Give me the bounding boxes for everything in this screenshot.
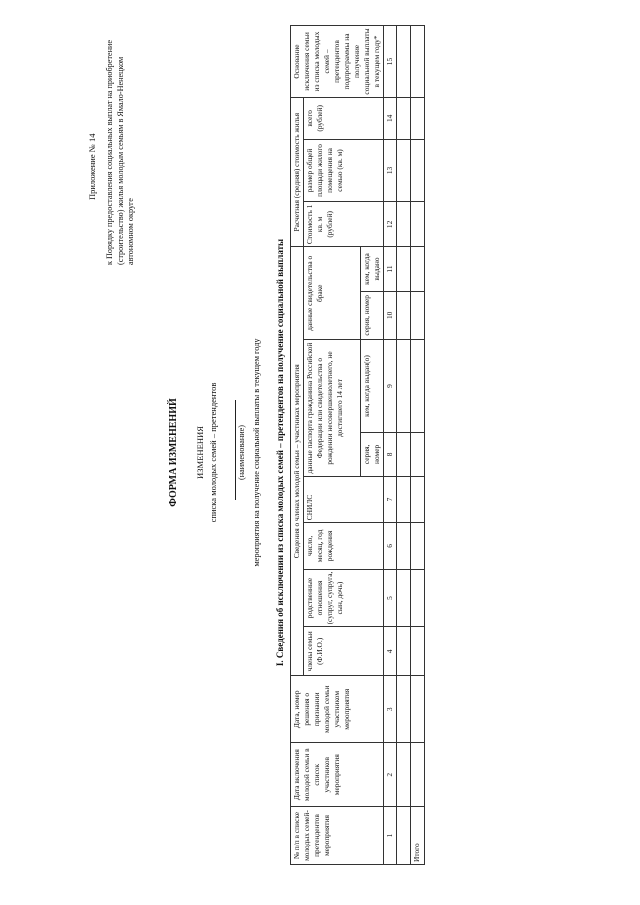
header-col-11: кем, когда выдано — [361, 247, 384, 291]
empty-cell — [411, 476, 425, 522]
empty-cell — [411, 432, 425, 476]
empty-cell — [397, 26, 411, 98]
col-number: 14 — [384, 97, 397, 139]
header-col-5: родственные отношения (супруг, супруга, сын, дочь) — [304, 569, 384, 627]
name-blank-line — [235, 400, 236, 500]
empty-cell — [397, 569, 411, 627]
column-numbers-row — [384, 26, 397, 865]
col-number: 2 — [384, 743, 397, 807]
empty-cell — [411, 97, 425, 139]
col-number: 1 — [384, 807, 397, 865]
col-number: 13 — [384, 139, 397, 202]
empty-cell — [411, 340, 425, 433]
empty-cell — [397, 291, 411, 340]
empty-cell — [397, 476, 411, 522]
col-number: 6 — [384, 523, 397, 569]
empty-row — [397, 26, 411, 865]
event-line: мероприятия на получение социальной выплаты в текущем году — [252, 338, 261, 567]
col-number: 5 — [384, 569, 397, 627]
header-col-9: кем, когда выдан(о) — [361, 340, 384, 433]
empty-cell — [397, 432, 411, 476]
empty-cell — [411, 569, 425, 627]
empty-cell — [397, 743, 411, 807]
header-col-2: Дата включения молодой семьи в список участников мероприятия — [291, 743, 384, 807]
header-col-7: СНИЛС — [304, 476, 384, 522]
header-col-1: № п/п в списке молодых семей-претендентов мероприятия — [291, 807, 384, 865]
list-name: списка молодых семей – претендентов — [208, 382, 218, 523]
col-number: 11 — [384, 247, 397, 291]
empty-cell — [411, 26, 425, 98]
empty-cell — [411, 523, 425, 569]
header-col-3: Дата, номер решения о признании молодой семьи участником мероприятия — [291, 676, 384, 743]
annex-description: к Порядку предоставления социальных выплат на приобретение (строительство) жилья молодым семьям в Ямало-Ненецком автономном округе — [105, 40, 136, 265]
col-number: 3 — [384, 676, 397, 743]
empty-cell — [411, 247, 425, 291]
empty-cell — [397, 97, 411, 139]
col-number: 7 — [384, 476, 397, 522]
header-col-4: члены семьи (Ф.И.О.) — [304, 627, 384, 676]
form-title: ФОРМА ИЗМЕНЕНИЙ — [168, 398, 179, 507]
header-col-10: серия, номер — [361, 291, 384, 340]
header-members-group: Сведения о членах молодой семьи – участниках мероприятия — [291, 247, 304, 676]
empty-cell — [397, 676, 411, 743]
naming-hint: (наименование) — [237, 425, 246, 480]
empty-cell — [411, 676, 425, 743]
empty-cell — [397, 247, 411, 291]
empty-cell — [397, 340, 411, 433]
section-title: I. Сведения об исключении из списка молодых семей – претендентов на получение социальной выплаты — [275, 238, 285, 667]
empty-cell — [411, 139, 425, 202]
col-number: 8 — [384, 432, 397, 476]
col-number: 9 — [384, 340, 397, 433]
col-number: 4 — [384, 627, 397, 676]
header-col-6: число, месяц, год рождения — [304, 523, 384, 569]
col-number: 12 — [384, 202, 397, 247]
empty-cell — [397, 627, 411, 676]
exclusion-table — [290, 25, 425, 865]
col-number: 10 — [384, 291, 397, 340]
empty-cell — [411, 291, 425, 340]
col-number: 15 — [384, 26, 397, 98]
header-col-8: серия, номер — [361, 432, 384, 476]
header-cost-group: Расчетная (средняя) стоимость жилья — [291, 97, 304, 247]
empty-cell — [411, 202, 425, 247]
empty-cell — [397, 202, 411, 247]
empty-cell — [397, 807, 411, 865]
header-col-12: Стоимость 1 кв. м (рублей) — [304, 202, 384, 247]
total-row — [411, 26, 425, 865]
header-col-15: Основание исключения семьи из списка молодых семей – претендентов подпрограммы на получение социальной выплаты в текущем году* — [291, 26, 384, 98]
empty-cell — [397, 523, 411, 569]
empty-cell — [411, 743, 425, 807]
changes-heading: ИЗМЕНЕНИЯ — [195, 426, 205, 480]
header-col-13: размер общей площади жилого помещения на семью (кв. м) — [304, 139, 384, 202]
header-col-14: всего (рублей) — [304, 97, 384, 139]
empty-cell — [397, 139, 411, 202]
total-label: Итого — [411, 807, 425, 865]
header-marriage-group: данные свидетельства о браке — [304, 247, 361, 340]
empty-cell — [411, 627, 425, 676]
header-passport-group: данные паспорта гражданина Российской Федерации или свидетельства о рождении несовершеннолетнего, не достигшего 14 лет — [304, 340, 361, 477]
annex-number: Приложение № 14 — [87, 133, 97, 200]
